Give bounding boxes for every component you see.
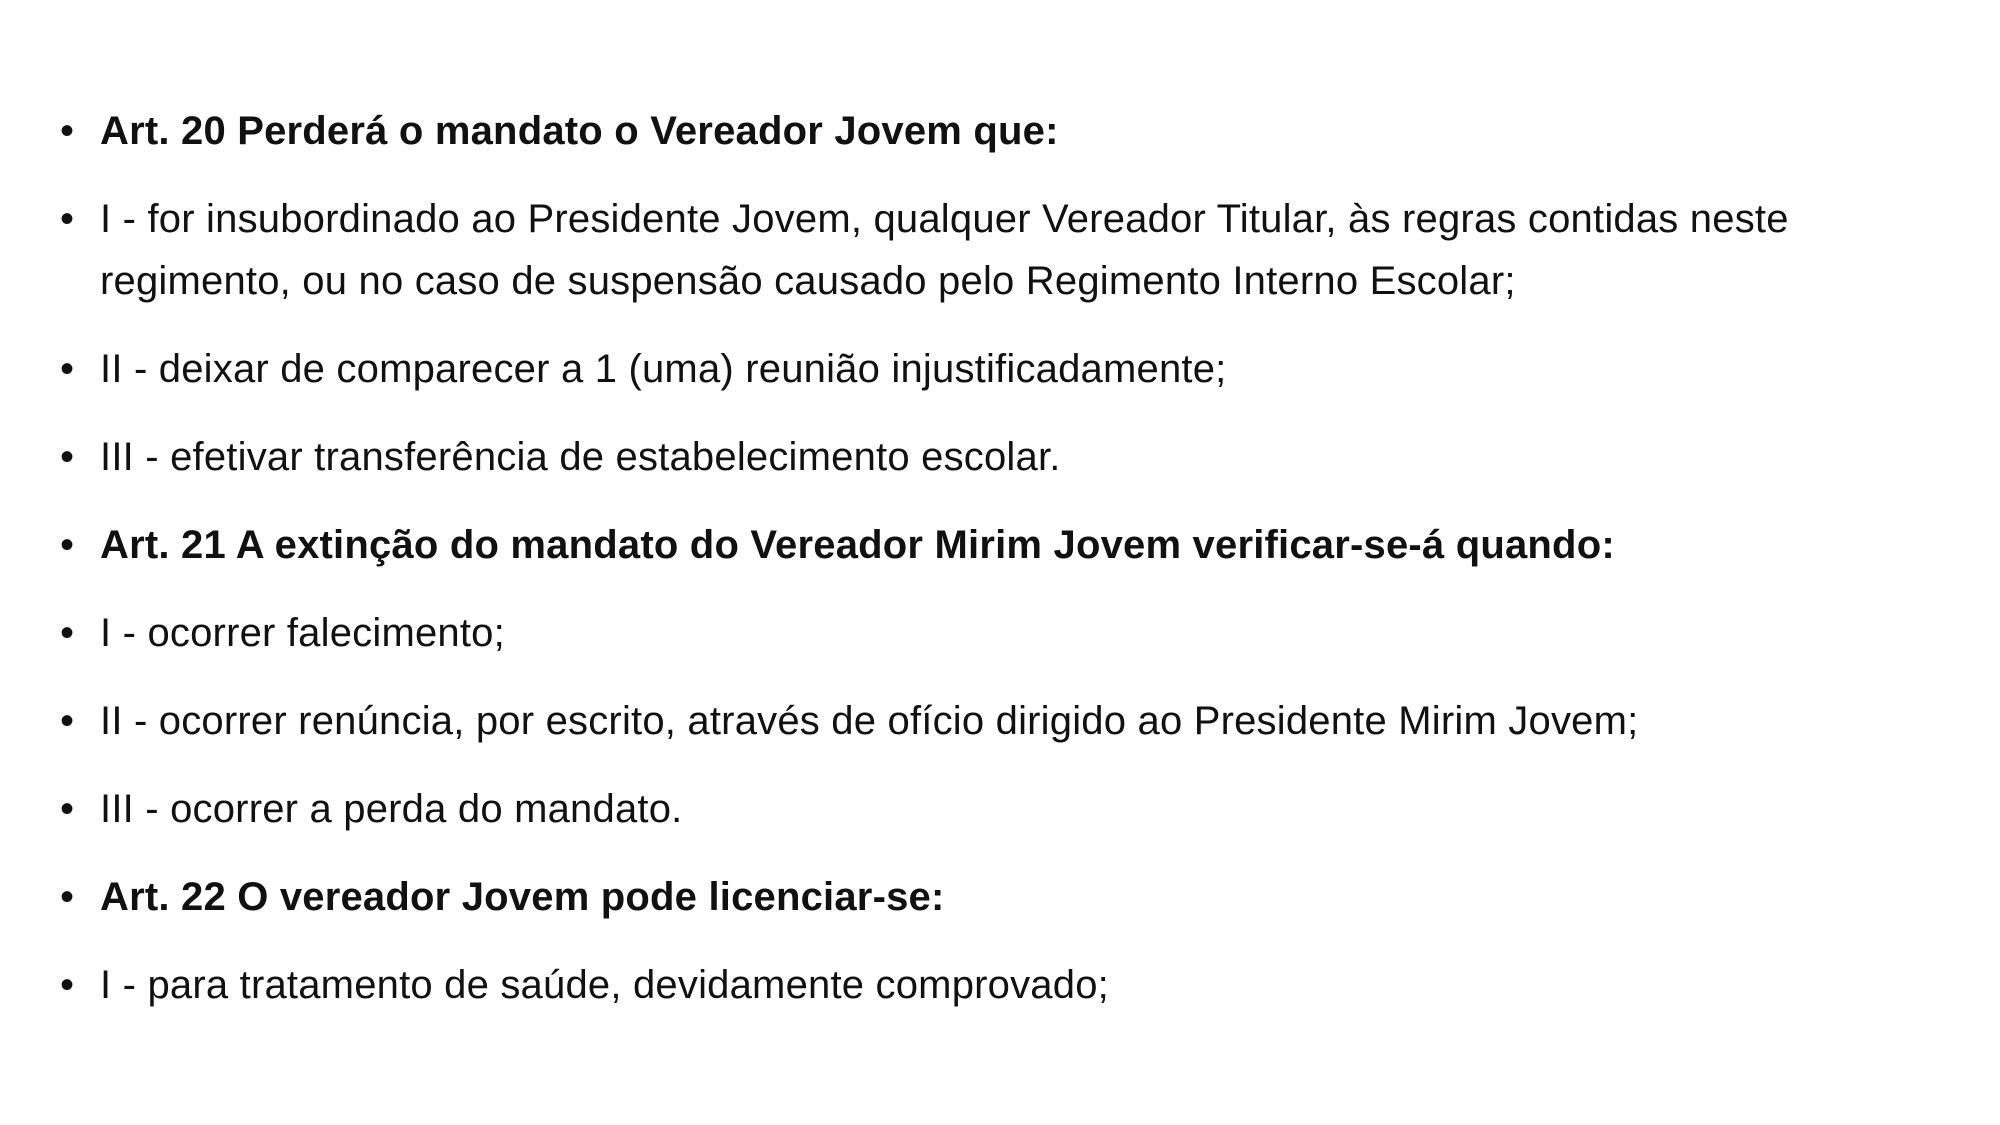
bullet-text: I - ocorrer falecimento;	[100, 611, 505, 655]
bullet-text: II - deixar de comparecer a 1 (uma) reunião injustificadamente;	[100, 347, 1227, 391]
bullet-dot-icon: •	[60, 963, 75, 1007]
article-21-item-3	[60, 778, 1960, 840]
bullet-text: Art. 21 A extinção do mandato do Vereador Mirim Jovem verificar-se-á quando:	[100, 523, 1615, 567]
bullet-text: II - ocorrer renúncia, por escrito, através de ofício dirigido ao Presidente Mirim Jovem;	[100, 699, 1639, 743]
bullet-dot-icon: •	[60, 787, 75, 831]
article-20-heading	[60, 100, 1960, 162]
bullet-dot-icon: •	[60, 611, 75, 655]
bullet-text: I - for insubordinado ao Presidente Jovem, qualquer Vereador Titular, às regras contidas neste regimento, ou no caso de suspensão causado pelo Regimento Interno Escolar;	[100, 197, 1789, 303]
article-21-heading	[60, 514, 1960, 576]
bullet-text: III - efetivar transferência de estabelecimento escolar.	[100, 435, 1061, 479]
bullet-dot-icon: •	[60, 197, 75, 241]
article-22-item-1	[60, 954, 1960, 1016]
bullet-dot-icon: •	[60, 699, 75, 743]
article-21-item-1	[60, 602, 1960, 664]
bullet-dot-icon: •	[60, 523, 75, 567]
bullet-dot-icon: •	[60, 435, 75, 479]
article-22-heading	[60, 866, 1960, 928]
bullet-dot-icon: •	[60, 109, 75, 153]
bullet-text: Art. 22 O vereador Jovem pode licenciar-se:	[100, 875, 945, 919]
article-20-item-2	[60, 338, 1960, 400]
bullet-list	[60, 100, 1960, 1042]
bullet-dot-icon: •	[60, 347, 75, 391]
bullet-text: I - para tratamento de saúde, devidamente comprovado;	[100, 963, 1109, 1007]
article-20-item-3	[60, 426, 1960, 488]
bullet-dot-icon: •	[60, 875, 75, 919]
bullet-text: Art. 20 Perderá o mandato o Vereador Jovem que:	[100, 109, 1059, 153]
article-21-item-2	[60, 690, 1960, 752]
bullet-text: III - ocorrer a perda do mandato.	[100, 787, 683, 831]
article-20-item-1	[60, 188, 1960, 312]
